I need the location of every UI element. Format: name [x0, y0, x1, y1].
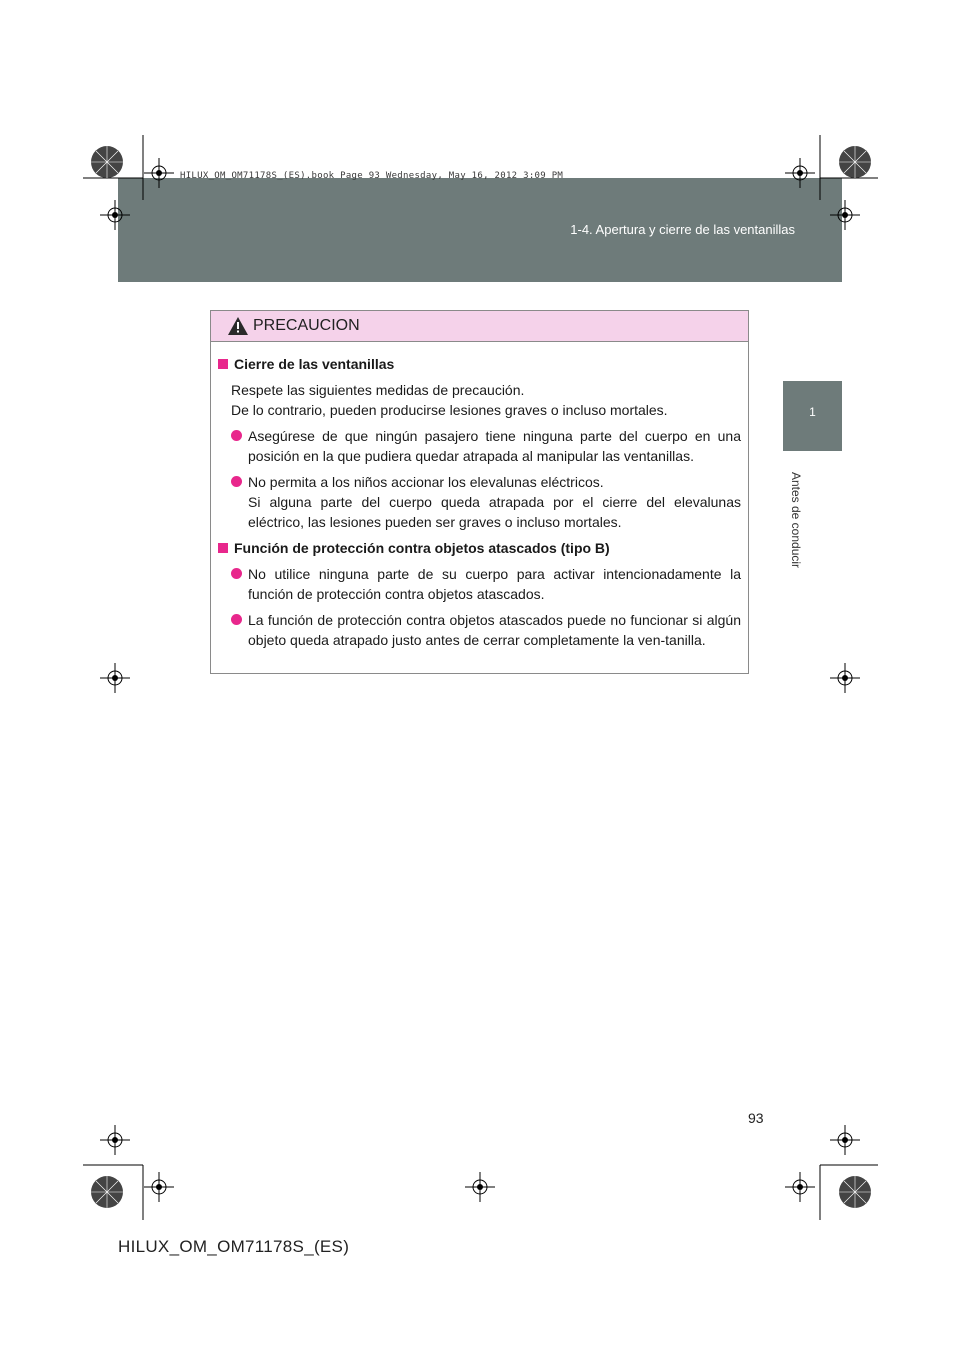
crosshair-icon: [144, 1172, 174, 1202]
paragraph-line: De lo contrario, pueden producirse lesiones graves o incluso mortales.: [231, 402, 668, 418]
crosshair-icon: [785, 1172, 815, 1202]
crosshair-icon: [785, 158, 815, 188]
print-info-line: HILUX_OM_OM71178S_(ES).book Page 93 Wednesday, May 16, 2012 3:09 PM: [180, 171, 564, 181]
heading-text: Cierre de las ventanillas: [234, 356, 395, 372]
document-code: HILUX_OM_OM71178S_(ES): [118, 1237, 350, 1256]
page-number: 93: [748, 1110, 764, 1126]
starburst-icon: [838, 1175, 872, 1209]
crosshair-icon: [830, 200, 860, 230]
crosshair-icon: [100, 1125, 130, 1155]
bullet-text: La función de protección contra objetos atascados puede no funcionar si algún objeto queda atrapado justo antes de cerrar completamente la ven-tanilla.: [248, 612, 741, 648]
crosshair-icon: [100, 200, 130, 230]
crosshair-icon: [465, 1172, 495, 1202]
heading-text: Función de protección contra objetos atascados (tipo B): [234, 540, 610, 556]
caution-title: PRECAUCION: [253, 317, 360, 334]
bullet-text: Asegúrese de que ningún pasajero tiene ninguna parte del cuerpo en una posición en la que pudiera quedar atrapada al manipular las ventanillas.: [248, 428, 741, 464]
paragraph-line: Respete las siguientes medidas de precaución.: [231, 382, 525, 398]
bullet-text: No permita a los niños accionar los elevalunas eléctricos.: [248, 474, 604, 490]
chapter-label-text: Antes de conducir: [789, 471, 803, 569]
starburst-icon: [90, 145, 124, 179]
bullet-text: No utilice ninguna parte de su cuerpo para activar intencionadamente la función de protección contra objetos atascados.: [248, 566, 741, 602]
bullet-text: Si alguna parte del cuerpo queda atrapada por el cierre del elevalunas eléctrico, las lesiones pueden ser graves o incluso mortales.: [248, 494, 741, 530]
starburst-icon: [838, 145, 872, 179]
section-title: 1-4. Apertura y cierre de las ventanillas: [570, 222, 795, 237]
crosshair-icon: [100, 663, 130, 693]
chapter-number: 1: [809, 405, 816, 419]
crosshair-icon: [830, 663, 860, 693]
crosshair-icon: [144, 158, 174, 188]
crosshair-icon: [830, 1125, 860, 1155]
starburst-icon: [90, 1175, 124, 1209]
